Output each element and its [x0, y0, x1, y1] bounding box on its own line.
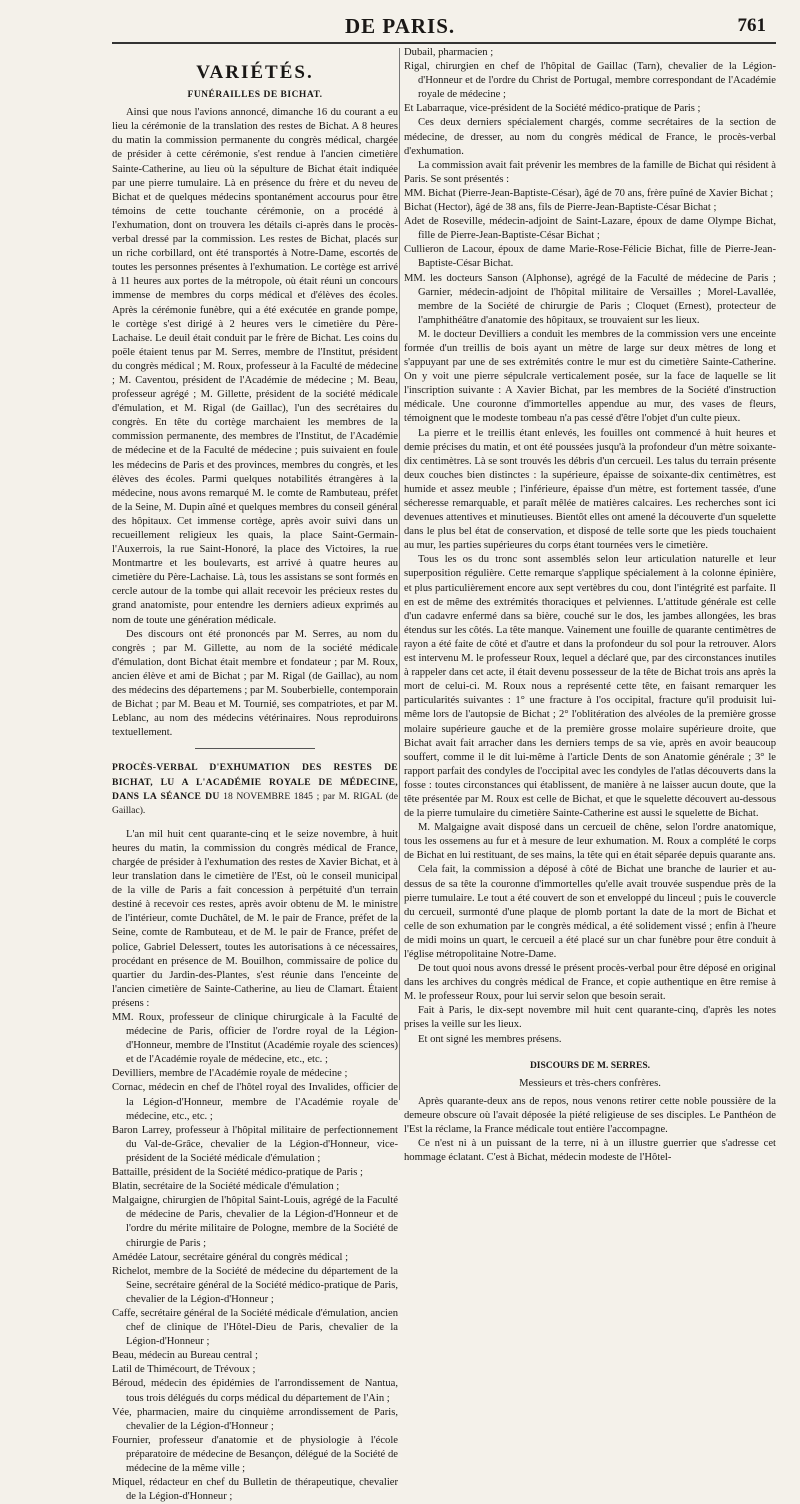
member-entry: Dubail, pharmacien ;	[404, 47, 494, 58]
members-list	[112, 1011, 398, 1504]
family-entry: MM. Bichat (Pierre-Jean-Baptiste-César), âgé de 70 ans, frère puîné de Xavier Bichat ;	[404, 187, 774, 199]
family-entry: Bichat (Hector), âgé de 38 ans, fils de Pierre-Jean-Baptiste-César Bichat ;	[404, 202, 717, 214]
member-entry: Et Labarraque, vice-président de la Société médico-pratique de Paris ;	[404, 103, 701, 115]
discours-salutation: Messieurs et très-chers confrères.	[519, 1077, 661, 1089]
member-entry: Devilliers, membre de l'Académie royale de médecine ;	[112, 1068, 348, 1080]
member-entry: Fournier, professeur d'anatomie et de physiologie à l'école préparatoire de médecine de Besançon, délégué de la Société de médecine de la même ville ;	[112, 1434, 398, 1474]
member-entry: Malgaigne, chirurgien de l'hôpital Saint-Louis, agrégé de la Faculté de médecine de Paris, chevalier de la Légion-d'Honneur et de l'ordre du mérite militaire de Pologne, membre de la Société de chirurgie de Paris ;	[112, 1195, 398, 1249]
member-entry: Latil de Thimécourt, de Trévoux ;	[112, 1364, 256, 1376]
proces-verbal-title	[112, 761, 398, 817]
member-entry: Blatin, secrétaire de la Société médicale d'émulation ;	[112, 1181, 340, 1193]
family-entry: Adet de Roseville, médecin-adjoint de Saint-Lazare, époux de dame Olympe Bichat, fille de Pierre-Jean-Baptiste-César Bichat ;	[404, 216, 776, 242]
proces-verbal-paragraph: Ces deux derniers spécialement chargés, comme secrétaires de la section de médecine, de dresser, au nom du congrès médical de France, le procès-verbal d'exhumation.	[404, 117, 776, 157]
member-entry: Richelot, membre de la Société de médecine du département de la Seine, secrétaire général de la Société médico-pratique de Paris, chevalier de la Légion-d'Honneur ;	[112, 1265, 398, 1305]
member-entry: Caffe, secrétaire général de la Société médicale d'émulation, ancien chef de clinique de l'Hôtel-Dieu de Paris, chevalier de la Légion-d'Honneur ;	[112, 1307, 398, 1348]
varietes-article	[112, 62, 398, 1504]
article-paragraph: Des discours ont été prononcés par M. Serres, au nom du congrès ; par M. Gillette, au nom de la société médicale d'émulation, dont Bichat était membre et fondateur ; par M. Roux, ancien élève et ami de Bichat ; par M. Rigal (de Gaillac), au nom des médecins des départemens ; par M. Souberbielle, contemporain de Bichat ; par M. Beau et M. Tournié, ses compatriotes, et par M. Leblanc, au nom des médecins vétérinaires. Nous reproduirons textuellement.	[112, 628, 398, 739]
member-entry: Miquel, rédacteur en chef du Bulletin de thérapeutique, chevalier de la Légion-d'Honneur ;	[112, 1477, 398, 1503]
members-list-continued	[404, 46, 776, 116]
member-entry: Cornac, médecin en chef de l'hôtel royal des Invalides, officier de la Légion-d'Honneur, membre de l'Académie royale de médecine, etc., etc. ;	[112, 1082, 398, 1122]
member-entry: Rigal, chirurgien en chef de l'hôpital de Gaillac (Tarn), chevalier de la Légion-d'Honneur et de l'ordre du Christ de Portugal, membre correspondant de l'Académie royale de médecine ;	[404, 61, 776, 101]
member-entry: Vée, pharmacien, maire du cinquième arrondissement de Paris, chevalier de la Légion-d'Honneur ;	[112, 1406, 398, 1432]
section-title: VARIÉTÉS.	[196, 62, 314, 83]
proces-verbal-paragraph: M. Malgaigne avait disposé dans un cercueil de chêne, selon l'ordre anatomique, tous les ossemens au fur et à mesure de leur exhumation. M. Roux a complété le corps de Bichat en lui restituant, de ses mains, la tête qui en était séparée depuis quarante ans.	[404, 822, 776, 862]
proces-verbal-title-date: 18 NOVEMBRE 1845 ; par M. RIGAL (de Gaillac).	[112, 790, 398, 816]
running-head: DE PARIS.	[345, 14, 456, 38]
proces-verbal-intro: L'an mil huit cent quarante-cinq et le seize novembre, à huit heures du matin, la commission du congrès médical de France, chargée de présider à l'exhumation des restes de Xavier Bichat, et à leur translation dans le cimetière de l'Est, où le conseil municipal de la ville de Paris a fait concession à perpétuité d'un terrain destiné à recevoir ces restes, après avoir obtenu de M. le ministre de l'intérieur, comte Duchâtel, de M. le pair de France, préfet de la Seine, comte de Rambuteau, et de M. le pair de France, préfet de police, Gabriel Delessert, toutes les autorisations à ce nécessaires, procédant en présence de M. Bouilhon, commissaire de police du quartier du Jardin-des-Plantes, s'est réunie dans l'enceinte de l'ancien cimetière de Sainte-Catherine, au lieu de Clamart. Étaient présens :	[112, 828, 398, 1009]
separator	[195, 748, 315, 749]
article-subtitle: FUNÉRAILLES DE BICHAT.	[187, 90, 323, 101]
proces-verbal-paragraph: De tout quoi nous avons dressé le présent procès-verbal pour être déposé en original dans les archives du congrès médical de France, et copie authentique en être remise à M. le professeur Roux, pour lui servir selon que besoin serait.	[404, 963, 776, 1003]
discours-paragraph: Après quarante-deux ans de repos, nous venons retirer cette noble poussière de la demeure obscure où l'avait déposée la piété religieuse de ses disciples. Le Panthéon de l'Est la réclame, la France médicale tout entière l'accompagne.	[404, 1095, 776, 1136]
member-entry: Amédée Latour, secrétaire général du congrès médical ;	[112, 1251, 349, 1263]
proces-verbal-paragraph: Fait à Paris, le dix-sept novembre mil huit cent quarante-cinq, d'après les notes prises la veille sur les lieux.	[404, 1005, 776, 1031]
family-list	[404, 187, 776, 328]
page-header	[0, 0, 800, 42]
discours-title: DISCOURS DE M. SERRES.	[529, 1060, 651, 1071]
article-paragraph: Ainsi que nous l'avions annoncé, dimanche 16 du courant a eu lieu la cérémonie de la translation des restes de Bichat. A 8 heures du matin la commission permanente du congrès médical, chargée de présider à cette cérémonie, s'est rendue à l'ancien cimetière Sainte-Catherine, au lieu où la sépulture de Bichat était indiquée par une pierre tumulaire. Là en présence du frère et du neveu de Bichat et de quelques médecins spontanément accourus pour être témoins de cette touchante cérémonie, on a procédé à l'exhumation, dont on trouvera les détails ci-après dans le procès-verbal dressé par la commission. Les restes de Bichat, placés sur un riche corbillard, ont été transportés à Notre-Dame, escortés de toutes les personnes présentes à l'exhumation. Le cortège est arrivé à 11 heures aux portes de la métropole, où était réuni un concours immense de membres du corps médical et d'élèves des écoles. Après la cérémonie funèbre, qui a été exécutée en grande pompe, le cortège s'est dirigé à 2 heures vers le cimetière du Père-Lachaise. Le deuil était conduit par le frère de Bichat. Les coins du poële étaient tenus par M. Serres, membre de l'Institut, président du congrès médical ; M. Roux, professeur à la Faculté de médecine ; M. Caventou, président de l'Académie de médecine ; M. Beau, professeur agrégé ; M. Gillette, président de la société médicale d'émulation, et M. Rigal (de Gaillac), l'un des secrétaires du congrès. En tête du cortège marchaient les membres de la commission permanente, des membres de l'Institut, de l'Académie de médecine et de la Faculté de médecine ; puis suivaient en foule les médecins de Paris et des provinces, membres du congrès, et les élèves des écoles. Parmi quelques notabilités étrangères à la médecine, nous avons remarqué M. le comte de Rambuteau, préfet de la Seine, M. Dupin aîné et quelques membres du conseil général des hôpitaux. Cet immense cortège, après avoir suivi dans un recueillement religieux les quais, la place Saint-Germain-l'Auxerrois, la rue Saint-Honoré, la place des Victoires, la rue Montmartre et les boulevarts, est arrivé à quatre heures au cimetière du Père-Lachaise. Là, tous les assistans se sont formés en cercle autour de la tombe qui allait recevoir les précieux restes du grand anatomiste, pour entendre les derniers adieux exprimés au nom de toute une génération médicale.	[112, 107, 398, 626]
member-entry: Béroud, médecin des épidémies de l'arrondissement de Nantua, tous trois délégués du corps médical du département de l'Ain ;	[112, 1378, 398, 1404]
member-entry: Baron Larrey, professeur à l'hôpital militaire de perfectionnement du Val-de-Grâce, chevalier de la Légion-d'Honneur, vice-président de la Société médicale d'émulation ;	[112, 1124, 398, 1164]
proces-verbal-paragraph: M. le docteur Devilliers a conduit les membres de la commission vers une enceinte formée d'un treillis de bois ayant un mètre de large sur deux mètres de long et s'appuyant par une de ses extrémités contre le mur est du cimetière Sainte-Catherine. On y voit une pierre sépulcrale verticalement posée, sur la face de laquelle se lit l'inscription suivante : A Xavier Bichat, par les membres de la Société d'instruction médicale. Une couronne d'immortelles appendue au mur, des vases de fleurs, témoignent que le modeste tombeau n'a pas cessé d'être l'objet d'un culte pieux.	[404, 328, 776, 425]
proces-verbal-title-caps: PROCÈS-VERBAL D'EXHUMATION DES RESTES DE BICHAT, LU A L'ACADÉMIE ROYALE DE MÉDECINE, DANS LA SÉANCE DU	[112, 762, 398, 802]
member-entry: MM. Roux, professeur de clinique chirurgicale à la Faculté de médecine de Paris, officier de l'ordre royal de la Légion-d'Honneur, membre de l'Institut (Académie royale des sciences) et de l'Académie royale de médecine, etc., etc. ;	[112, 1012, 398, 1066]
member-entry: Beau, médecin au Bureau central ;	[112, 1350, 258, 1362]
family-entry: MM. les docteurs Sanson (Alphonse), agrégé de la Faculté de médecine de Paris ; Garnier, médecin-adjoint de l'hôpital militaire de Versailles ; Morel-Lavallée, membre de la Société de chirurgie de Paris ; Cloquet (Ernest), protecteur de l'amphithéâtre d'anatomie des hôpitaux, se trouvaient sur les lieux.	[404, 272, 776, 326]
discours-paragraph: Ce n'est ni à un puissant de la terre, ni à un illustre guerrier que s'adresse cet hommage éclatant. C'est à Bichat, médecin modeste de l'Hôtel-	[404, 1138, 776, 1164]
family-entry: Cullieron de Lacour, époux de dame Marie-Rose-Félicie Bichat, fille de Pierre-Jean-Baptiste-César Bichat.	[404, 244, 776, 270]
proces-verbal-paragraph: Et ont signé les membres présens.	[418, 1033, 562, 1045]
header-rule	[112, 42, 776, 44]
proces-verbal-paragraph: Cela fait, la commission a déposé à côté de Bichat une branche de laurier et au-dessus de sa tête la couronne d'immortelles qu'elle avait trouvée suspendue près de la pierre tumulaire. Le tout a été couvert de son et enveloppé du linceul ; puis le couvercle du cercueil, surmonté d'une plaque de plomb portant la date de la mort de Bichat et celle de son exhumation par le congrès médical, a été solidement vissé ; enfin à l'heure de midi moins un quart, le cercueil a été placé sur un char funèbre pour être conduit à l'église métropolitaine Notre-Dame.	[404, 864, 776, 960]
column-divider	[399, 48, 400, 1100]
member-entry: Battaille, président de la Société médico-pratique de Paris ;	[112, 1167, 363, 1179]
right-column	[404, 46, 776, 1164]
proces-verbal-paragraph: La pierre et le treillis étant enlevés, les fouilles ont commencé à huit heures et demie précises du matin, et ont été poussées jusqu'à la profondeur d'un mètre soixante-dix centimètres. Là se sont trouvés les débris d'un cercueil. Les talus du terrain présente deux couches bien distinctes : la supérieure, épaisse de soixante-dix centimètres, est humide et assez meuble ; l'inférieure, épaisse d'un mètre, est fortement tassée, d'une sécheresse remarquable, et paraît mêlée de matières calcaires. Les recherches sont ici devenues attentives et minutieuses. Bientôt elles ont amené la découverte d'un squelette dans le plus bel état de conservation, et disposé de telle sorte que les pieds touchaient au mur, les parties supérieures du corps étant tournées vers le cimetière.	[404, 427, 776, 552]
proces-verbal-paragraph: Tous les os du tronc sont assemblés selon leur articulation naturelle et leur superposition régulière. Cette remarque s'applique spécialement à la colonne épinière, et plus particulièrement encore aux sept vertèbres du cou, dont l'intégrité est parfaite. Il en est de même des extrémités thoraciques et pelviennes. L'attitude générale est celle d'un cadavre enfermé dans sa bière, couché sur le dos, les jambes allongées, les bras étendus sur les côtés. La tête manque. Vainement une fouille de quarante centimètres de rayon a été faite de côté et d'autre et dans la profondeur du sol pour la retrouver. Alors est intervenu M. le professeur Roux, lequel a déclaré que, par des circonstances inutiles à rappeler dans cet acte, il était devenu possesseur de la tête de Bichat trois ans après la mort de celui-ci. M. Roux nous a représenté cette tête, en faisant remarquer les particularités suivantes : 1° une fracture à l'os occipital, fracture qu'il produisit lui-même lors de l'autopsie de Bichat ; 2° l'oblitération des alvéoles de la première grosse molaire supérieure gauche et de la première grosse molaire supérieure droite, que Bichat avait fait arracher dans les derniers temps de sa vie, après en avoir beaucoup souffert, comme il le dit lui-même à l'article Dents de son Anatomie générale ; 3° le rapport parfait des condyles de l'occipital avec les condyles de l'atlas découverts dans la fosse : toutes circonstances qui établissent, de manière à ne laisser aucun doute, que la tête présentée par M. Roux est celle de Bichat, et que le squelette découvert au-dessous de la pierre tumulaire du cimetière Sainte-Catherine est aussi le squelette de Bichat.	[404, 554, 776, 820]
proces-verbal-paragraph: La commission avait fait prévenir les membres de la famille de Bichat qui résident à Paris. Se sont présentés :	[404, 159, 776, 185]
page-number: 761	[737, 15, 766, 36]
left-column	[112, 46, 398, 1503]
